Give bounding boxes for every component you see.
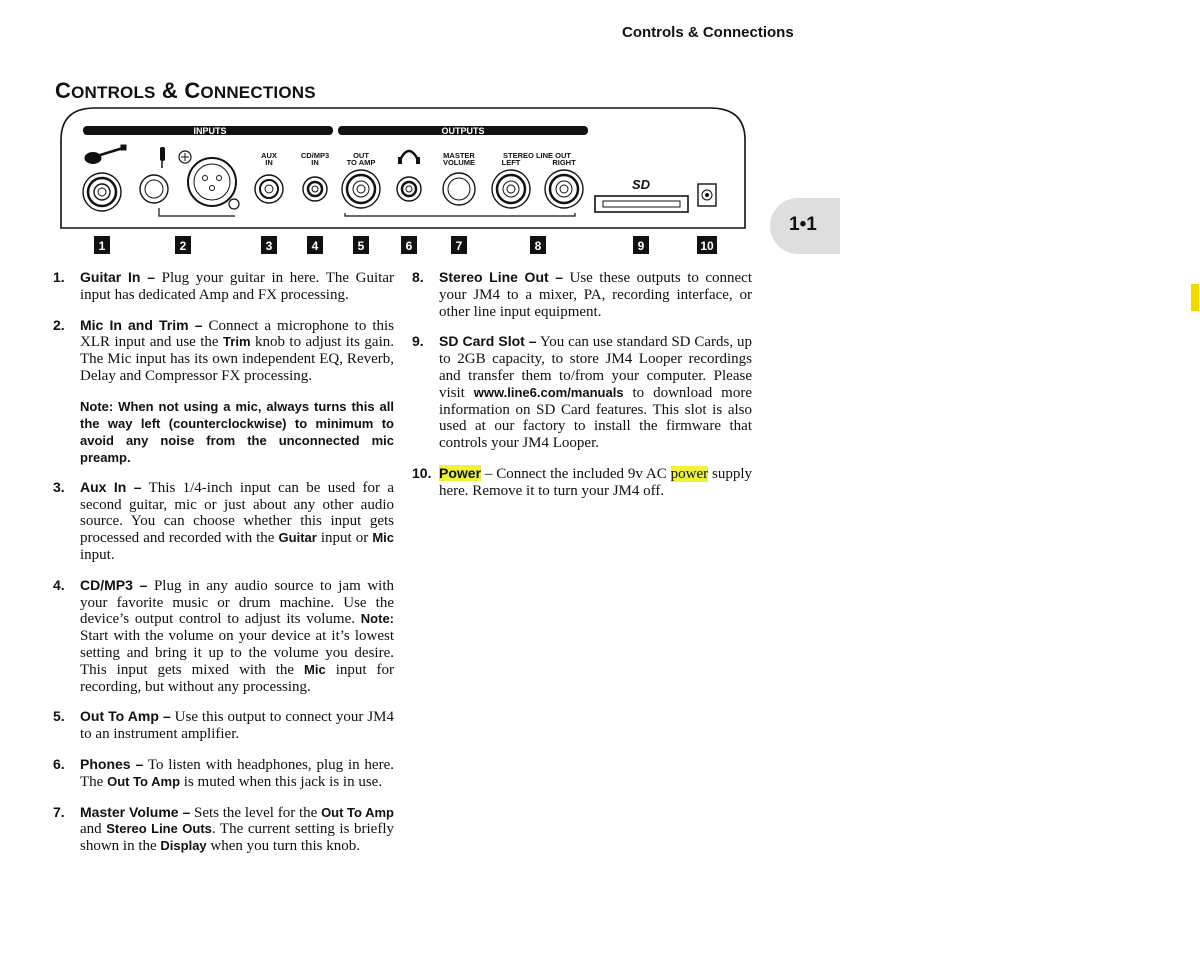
svg-text:OUT: OUT	[353, 151, 369, 160]
svg-text:VOLUME: VOLUME	[442, 158, 476, 167]
list-item: 10. Power – Connect the included 9v AC power supply here. Remove it to turn your JM4 off.	[412, 464, 752, 499]
svg-text:MASTER: MASTER	[443, 151, 475, 160]
svg-text:STEREO LINE OUT: STEREO LINE OUT	[503, 151, 571, 160]
svg-text:AUX: AUX	[261, 151, 277, 160]
note-block: Note: When not using a mic, always turns this all the way left (counterclockwise) to minimum to avoid any noise from the unconnected mic preamp.	[80, 398, 394, 465]
list-item: 3. Aux In – This 1/4-inch input can be used for a second guitar, mic or just about any other audio source. You can choose whether this input gets processed and recorded with the Guitar input or Mic input.	[53, 478, 394, 563]
power-jack-icon	[698, 184, 716, 206]
list-item: 6. Phones – To listen with headphones, plug in here. The Out To Amp is muted when this jack is in use.	[53, 755, 394, 790]
inputs-label: INPUTS	[193, 126, 227, 136]
list-item: 4. CD/MP3 – Plug in any audio source to jam with your favorite music or drum machine. Use the device’s output control to adjust its volume. Note: Start with the volume on your device at it’s lowest setting and bring it up to the volume you desire. This input gets mixed with the Mic input for recording, but without any processing.	[53, 576, 395, 695]
headphones-icon	[400, 151, 418, 160]
running-header: Controls & Connections	[622, 24, 794, 41]
callout-label-1: 1	[98, 239, 106, 253]
list-item: 8. Stereo Line Out – Use these outputs to connect your JM4 to a mixer, PA, recording interface, or other line input equipment.	[412, 269, 752, 320]
callout-label-8: 8	[534, 239, 542, 253]
jack-4	[303, 177, 327, 201]
callout-label-5: 5	[357, 239, 365, 253]
svg-text:RIGHT: RIGHT	[552, 158, 576, 167]
svg-text:IN: IN	[265, 158, 273, 167]
jack-5	[342, 170, 380, 208]
svg-text:TO AMP: TO AMP	[346, 158, 376, 167]
edge-marker	[1191, 284, 1199, 311]
list-item: 9. SD Card Slot – You can use standard SD Cards, up to 2GB capacity, to store JM4 Looper recordings and transfer them to/from your computer. Please visit www.line6.com/manuals to download more information on SD Card features. This slot is also used at our factory to install the firmware that controls your JM4 Looper.	[412, 333, 752, 452]
sd-card-icon	[595, 196, 688, 212]
jack-6	[397, 177, 421, 201]
callout-label-4: 4	[311, 239, 319, 253]
knob-7	[443, 173, 475, 205]
svg-text:IN: IN	[311, 158, 319, 167]
outputs-label: OUTPUTS	[441, 126, 485, 136]
callout-label-2: 2	[179, 239, 187, 253]
svg-text:CD/MP3: CD/MP3	[300, 151, 330, 160]
jack-3	[255, 175, 283, 203]
sd-logo: SD	[631, 177, 651, 192]
microphone-icon	[160, 147, 191, 168]
panel-diagram	[55, 100, 755, 260]
callout-label-6: 6	[405, 239, 413, 253]
jack-2	[140, 158, 239, 209]
list-item: 1. Guitar In – Plug your guitar in here. The Guitar input has dedicated Amp and FX processing.	[53, 269, 395, 303]
list-item: 5. Out To Amp – Use this output to connect your JM4 to an instrument amplifier.	[53, 708, 394, 743]
list-item: 2. Mic In and Trim – Connect a microphone to this XLR input and use the Trim knob to adjust its gain. The Mic input has its own independent EQ, Reverb, Delay and Compressor FX processing.	[53, 316, 394, 384]
callout-label-9: 9	[637, 239, 645, 253]
list-item: 7. Master Volume – Sets the level for the Out To Amp and Stereo Line Outs. The current setting is briefly shown in the Display when you turn this knob.	[53, 803, 394, 855]
manuals-link[interactable]: www.line6.com/manuals	[473, 384, 624, 400]
callout-label-3: 3	[265, 239, 273, 253]
guitar-icon	[85, 145, 126, 164]
callout-label-7: 7	[455, 239, 463, 253]
callout-label-10: 10	[700, 239, 714, 253]
jack-8	[492, 170, 583, 208]
svg-text:LEFT: LEFT	[501, 158, 521, 167]
section-title: CONTROLS & CONNECTIONS	[55, 78, 316, 103]
page-number: 1•1	[789, 214, 817, 235]
jack-1	[83, 173, 121, 211]
left-column	[53, 269, 394, 868]
right-column	[412, 269, 752, 513]
